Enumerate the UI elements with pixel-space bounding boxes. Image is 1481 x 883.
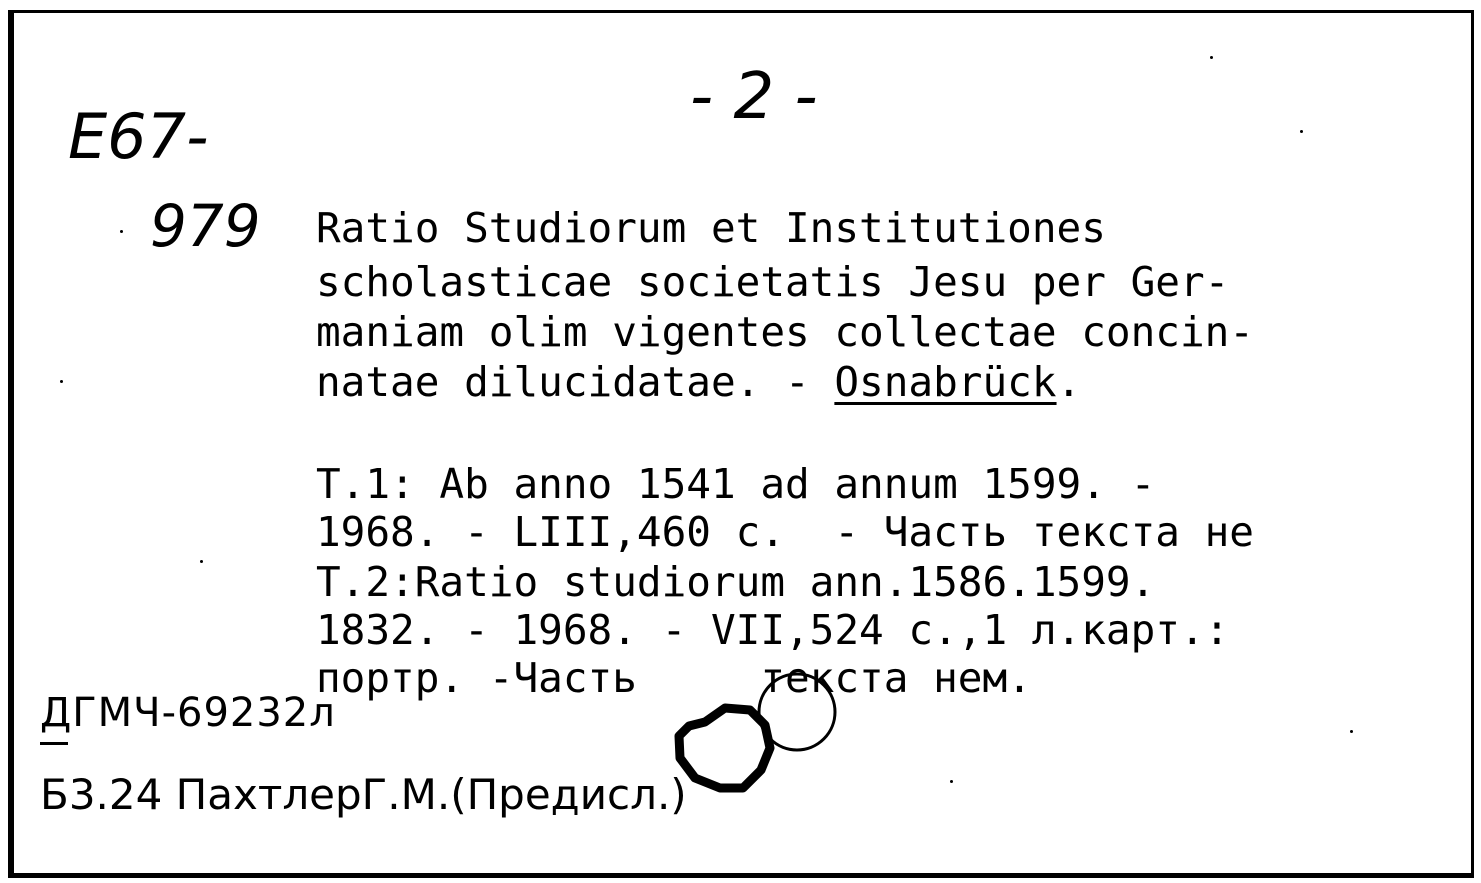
title-line-2: scholasticae societatis Jesu per Ger-: [316, 258, 1230, 306]
title-line-4: [316, 358, 1081, 406]
speck: [1350, 730, 1353, 733]
inventory-underline: [40, 742, 68, 745]
volume-1-line-2: 1968. - LIII,460 c. - Часть текста не: [316, 508, 1254, 556]
speck: [1300, 130, 1303, 133]
title-line-4-text: natae dilucidatae. -: [316, 358, 835, 406]
stamp-circles: [665, 670, 845, 820]
place-suffix: .: [1056, 358, 1082, 406]
speck: [950, 780, 953, 783]
stamp-ring: [679, 708, 770, 788]
speck: [120, 230, 123, 233]
speck: [1210, 56, 1213, 59]
title-line-3: maniam olim vigentes collectae concin-: [316, 308, 1254, 356]
place-of-publication: Osnabrück: [834, 358, 1057, 406]
volume-1-line-1: T.1: Ab anno 1541 ad annum 1599. -: [316, 460, 1156, 508]
speck: [200, 560, 203, 563]
volume-2-line-1: T.2:Ratio studiorum ann.1586.1599.: [316, 558, 1156, 606]
call-number-line-2: 979: [150, 192, 261, 260]
call-number-line-1: E67-: [68, 100, 209, 173]
speck: [60, 380, 63, 383]
volume-2-line-3: портр. -Часть текста нем.: [316, 654, 1032, 702]
inventory-number: ДГМЧ-69232л: [40, 690, 336, 736]
shelf-note: Б3.24 ПахтлерГ.М.(Предисл.): [40, 770, 687, 819]
volume-2-line-2: 1832. - 1968. - VII,524 c.,1 л.карт.:: [316, 606, 1230, 654]
page-number: - 2 -: [690, 60, 818, 134]
title-line-1: Ratio Studiorum et Institutiones: [316, 204, 1106, 252]
